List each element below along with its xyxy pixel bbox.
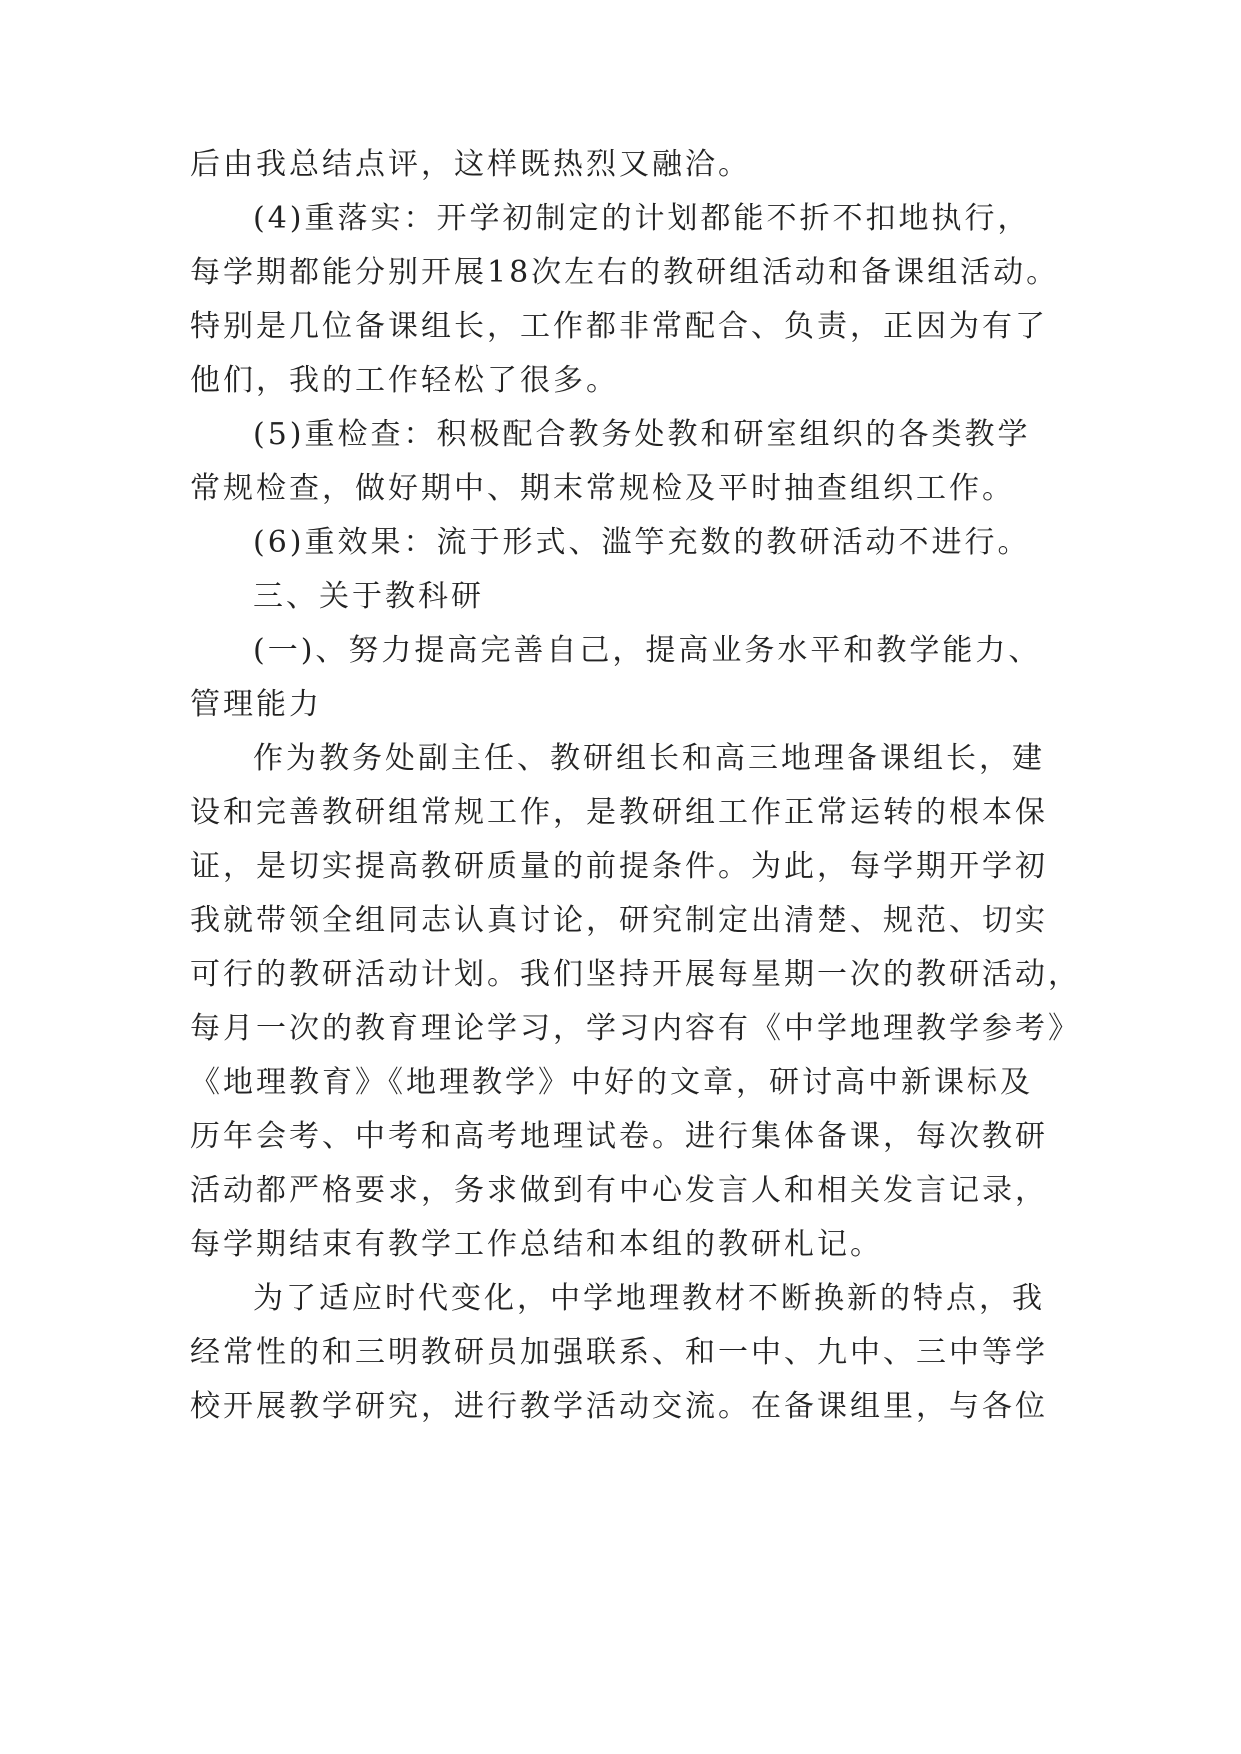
text-line: 我就带领全组同志认真讨论，研究制定出清楚、规范、切实 bbox=[190, 903, 1048, 938]
text-line: 证，是切实提高教研质量的前提条件。为此，每学期开学初 bbox=[190, 849, 1048, 884]
text-line: 每学期都能分别开展18次左右的教研组活动和备课组活动。 bbox=[190, 255, 1060, 290]
text-line: 特别是几位备课组长，工作都非常配合、负责，正因为有了 bbox=[190, 309, 1048, 344]
section-heading: 三、关于教科研 bbox=[253, 579, 484, 614]
text-line: 他们，我的工作轻松了很多。 bbox=[190, 363, 619, 398]
text-line: 为了适应时代变化，中学地理教材不断换新的特点，我 bbox=[253, 1281, 1045, 1316]
text-line: 可行的教研活动计划。我们坚持开展每星期一次的教研活动， bbox=[190, 957, 1081, 992]
text-line: 设和完善教研组常规工作，是教研组工作正常运转的根本保 bbox=[190, 795, 1048, 830]
text-line: (5)重检查：积极配合教务处教和研室组织的各类教学 bbox=[253, 417, 1031, 452]
text-line: (一)、努力提高完善自己，提高业务水平和教学能力、 bbox=[253, 633, 1042, 668]
text-line: 经常性的和三明教研员加强联系、和一中、九中、三中等学 bbox=[190, 1335, 1048, 1370]
text-line: (4)重落实：开学初制定的计划都能不折不扣地执行， bbox=[253, 201, 1031, 236]
text-line: 管理能力 bbox=[190, 687, 322, 722]
text-line: 常规检查，做好期中、期末常规检及平时抽查组织工作。 bbox=[190, 471, 1015, 506]
text-line: (6)重效果：流于形式、滥竽充数的教研活动不进行。 bbox=[253, 525, 1031, 560]
text-line: 活动都严格要求，务求做到有中心发言人和相关发言记录， bbox=[190, 1173, 1048, 1208]
text-line: 校开展教学研究，进行教学活动交流。在备课组里，与各位 bbox=[190, 1389, 1048, 1424]
text-line: 历年会考、中考和高考地理试卷。进行集体备课，每次教研 bbox=[190, 1119, 1048, 1154]
text-line: 每学期结束有教学工作总结和本组的教研札记。 bbox=[190, 1227, 883, 1262]
text-line: 每月一次的教育理论学习，学习内容有《中学地理教学参考》 bbox=[190, 1011, 1081, 1046]
text-line: 后由我总结点评，这样既热烈又融洽。 bbox=[190, 147, 751, 182]
text-line: 作为教务处副主任、教研组长和高三地理备课组长，建 bbox=[253, 741, 1045, 776]
text-line: 《地理教育》《地理教学》中好的文章，研讨高中新课标及 bbox=[190, 1065, 1033, 1100]
